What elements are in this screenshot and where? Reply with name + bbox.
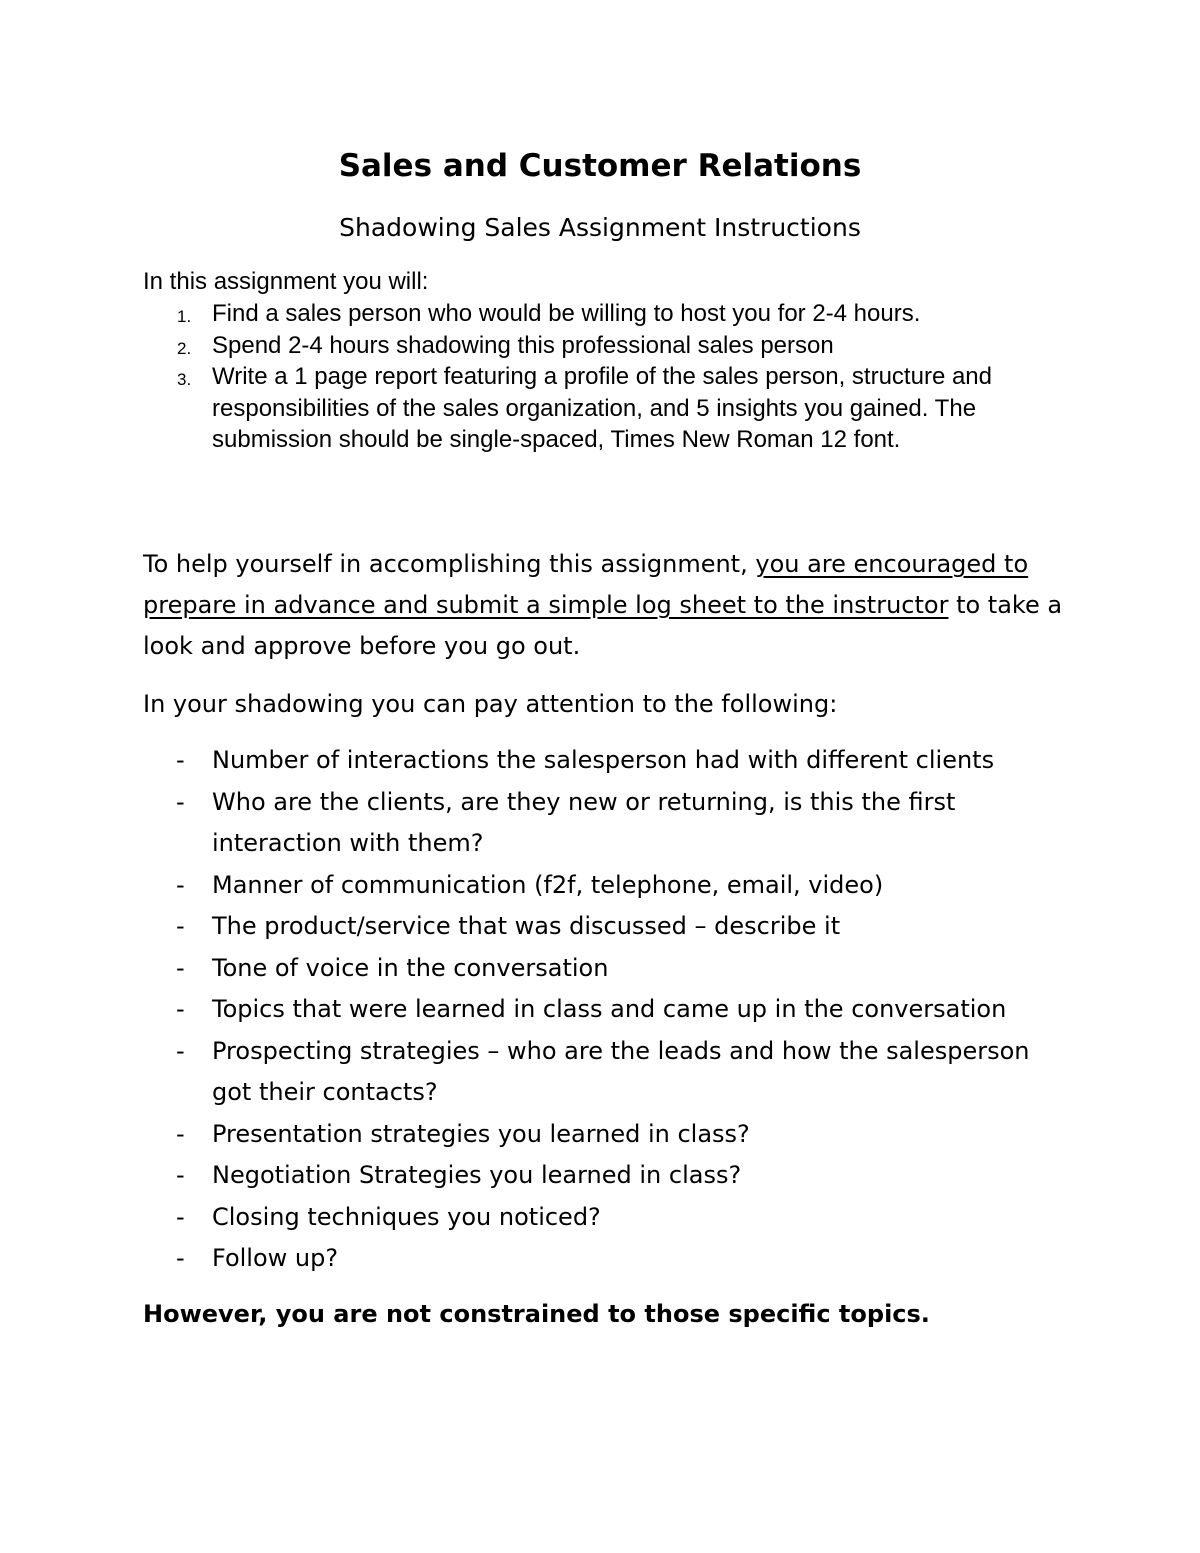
help-paragraph (143, 544, 1073, 667)
help-text-after: to take a look and approve before you go out. (143, 591, 1063, 660)
topic-text: Closing techniques you noticed? (212, 1202, 601, 1231)
dash-marker: - (176, 912, 185, 940)
topic-item (143, 948, 1073, 990)
assignment-step (143, 361, 1073, 456)
dash-marker: - (176, 953, 185, 982)
topic-item (143, 1238, 1073, 1280)
assignment-step (143, 298, 1073, 330)
dash-marker: - (176, 1161, 185, 1189)
topic-text: Tone of voice in the conversation (212, 953, 609, 982)
topic-item (143, 989, 1073, 1031)
topic-text: The product/service that was discussed – describe it (212, 912, 841, 940)
topic-item (143, 1114, 1073, 1156)
help-text-before: To help yourself in accomplishing this assignment, (143, 550, 756, 578)
topic-item (143, 865, 1073, 907)
attention-intro: In your shadowing you can pay attention to the following: (143, 690, 838, 718)
step-number: 3. (177, 370, 192, 389)
topic-text: Presentation strategies you learned in class? (212, 1119, 750, 1148)
step-number: 1. (177, 307, 192, 326)
topic-text: Prospecting strategies – who are the leads and how the salesperson got their contacts? (212, 1036, 1030, 1106)
topics-list (143, 740, 1073, 1280)
step-text: Spend 2-4 hours shadowing this professional sales person (212, 331, 834, 359)
topic-text: Negotiation Strategies you learned in class? (212, 1161, 742, 1189)
topic-text: Topics that were learned in class and came up in the conversation (212, 995, 1007, 1023)
dash-marker: - (176, 995, 185, 1023)
topic-item (143, 782, 1073, 865)
help-text-underlined: you are encouraged to prepare in advance and submit a simple log sheet to the instructor (143, 550, 1029, 619)
closing-statement: However, you are not constrained to those specific topics. (143, 1300, 930, 1328)
topic-item (143, 906, 1073, 948)
dash-marker: - (176, 870, 185, 899)
assignment-steps-list (143, 298, 1073, 456)
topic-item (143, 1155, 1073, 1197)
topic-text: Who are the clients, are they new or returning, is this the first interaction with them? (212, 787, 956, 857)
dash-marker: - (176, 1202, 185, 1231)
dash-marker: - (176, 1036, 185, 1065)
assignment-intro: In this assignment you will: (143, 268, 429, 295)
topic-text: Follow up? (212, 1244, 339, 1272)
dash-marker: - (176, 746, 185, 774)
document-subtitle: Shadowing Sales Assignment Instructions (339, 213, 861, 242)
step-text: Write a 1 page report featuring a profile of the sales person, structure and responsibilities of the sales organization, and 5 insights you gained. The submission should be single-spaced, Times New Roman 12 font. (212, 363, 992, 453)
topic-text: Number of interactions the salesperson had with different clients (212, 746, 995, 774)
step-number: 2. (177, 338, 192, 358)
topic-text: Manner of communication (f2f, telephone, email, video) (212, 870, 884, 899)
dash-marker: - (176, 1119, 185, 1148)
dash-marker: - (176, 787, 185, 816)
topic-item (143, 740, 1073, 782)
dash-marker: - (176, 1244, 185, 1272)
step-text: Find a sales person who would be willing to host you for 2-4 hours. (212, 300, 921, 327)
topic-item (143, 1197, 1073, 1239)
topic-item (143, 1031, 1073, 1114)
assignment-step (143, 330, 1073, 362)
document-title: Sales and Customer Relations (338, 148, 862, 184)
